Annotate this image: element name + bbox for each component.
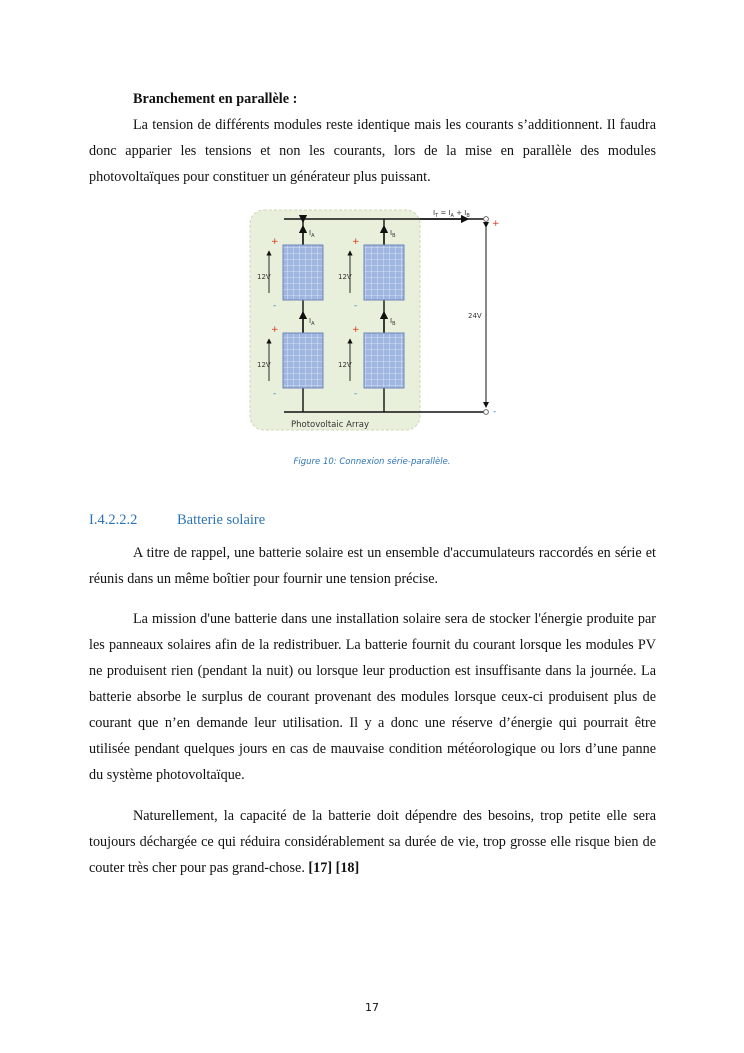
section-number: I.4.2.2.2 [89,512,138,528]
module-voltage-b1: 12V [338,273,352,281]
module-voltage-a1: 12V [257,273,271,281]
plus-sign-b1: + [352,237,360,247]
current-b-label-top: $I_B$ [390,229,396,239]
current-a-label-top: $I_A$ [309,229,315,239]
paragraph-battery-capacity-text: Naturellement, la capacité de la batterie doit dépendre des besoins, trop petite elle sera toujours déchargée ce qui réduira considérablement sa durée de vie, trop grosse elle risque bien de couter très cher pour pas grand-chose. [89,808,656,876]
current-a-label-bottom: $I_A$ [309,317,315,327]
section-heading [89,507,265,533]
minus-sign-a2: - [273,389,277,399]
paragraph-parallel: La tension de différents modules reste identique mais les courants s’additionnent. Il faudra donc apparier les tensions et non les courants, lors de la mise en parallèle des modules photovoltaïques pour constituer un générateur plus puissant. [89,117,656,185]
plus-sign-a1: + [271,237,279,247]
section-title: Batterie solaire [177,512,266,528]
page-number: 17 [365,1001,379,1014]
pv-module-b2 [364,333,404,388]
module-voltage-a2: 12V [257,361,271,369]
total-current-label: $I_T = I_A + I_B$ [433,209,470,219]
terminal-minus-sign: - [493,407,497,417]
minus-sign-a1: - [273,301,277,311]
terminal-plus-sign: + [492,219,500,229]
module-voltage-b2: 12V [338,361,352,369]
figure-caption: Figure 10: Connexion série-parallèle. [293,457,451,467]
pv-array-diagram [245,205,505,437]
paragraph-battery-capacity [89,803,656,881]
positive-terminal [484,217,489,222]
plus-sign-b2: + [352,325,360,335]
pv-module-a1 [283,245,323,300]
minus-sign-b2: - [354,389,358,399]
negative-terminal [484,410,489,415]
minus-sign-b1: - [354,301,358,311]
array-label: Photovoltaic Array [291,420,370,430]
paragraph-battery-mission: La mission d'une batterie dans une installation solaire sera de stocker l'énergie produite par les panneaux solaires afin de la redistribuer. La batterie fournit du courant lorsque les modules PV ne produisent rien (pendant la nuit) ou lorsque leur production est insuffisante dans la journée. La batterie absorbe le surplus de courant provenant des modules lorsque ceux-ci produisent plus de courant que n’en demande leur utilisation. Il y a donc une réserve d’énergie qui pourrait être utilisée pendant quelques jours en cas de mauvaise condition météorologique ou lors d’une panne du système photovoltaïque. [89,611,656,783]
pv-module-a2 [283,333,323,388]
plus-sign-a2: + [271,325,279,335]
figure-pv-array [245,205,505,437]
subheading-parallel: Branchement en parallèle : [133,91,298,107]
total-voltage-label: 24V [468,312,482,320]
current-b-label-bottom: $I_B$ [390,317,396,327]
references: [17] [18] [308,860,360,876]
pv-module-b1 [364,245,404,300]
paragraph-battery-intro: A titre de rappel, une batterie solaire est un ensemble d'accumulateurs raccordés en série et réunis dans un même boîtier pour fournir une tension précise. [89,545,656,587]
